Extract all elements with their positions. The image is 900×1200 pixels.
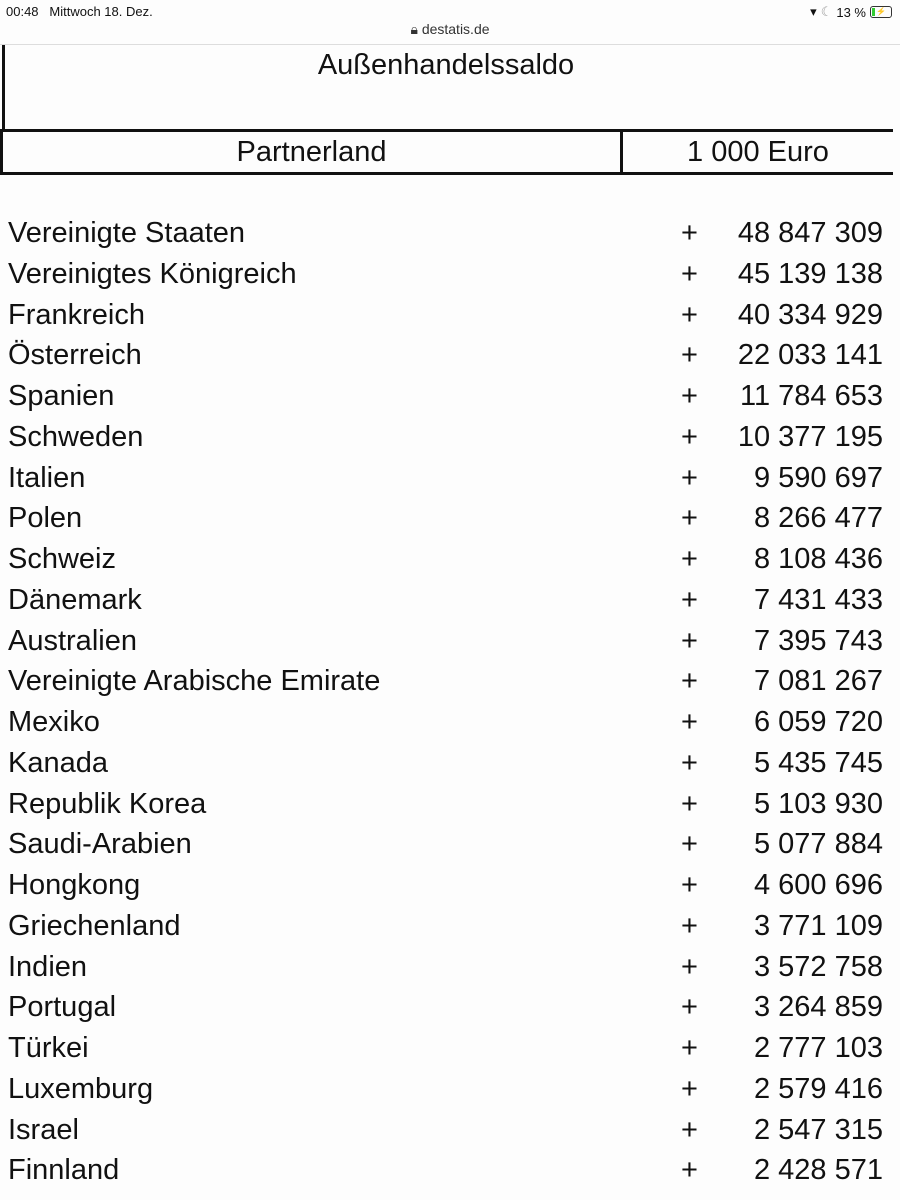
balance-value: 10 377 195 <box>737 420 883 453</box>
sign: + <box>681 624 698 657</box>
country-name: Luxemburg <box>8 1072 154 1105</box>
country-name: Schweiz <box>8 543 116 575</box>
sign: + <box>681 706 698 738</box>
balance-value: 45 139 138 <box>737 257 883 290</box>
table-row <box>0 743 900 784</box>
country-name: Australien <box>8 624 137 657</box>
sign: + <box>681 1032 698 1064</box>
balance-value: 8 108 436 <box>753 543 883 575</box>
sign: + <box>681 787 698 820</box>
sign: + <box>681 1154 698 1187</box>
country-name: Vereinigte Staaten <box>8 217 246 249</box>
column-header-value: 1 000 Euro <box>687 136 829 168</box>
country-name: Türkei <box>8 1032 89 1064</box>
sign: + <box>681 746 698 779</box>
status-bar <box>0 0 900 45</box>
balance-value: 7 431 433 <box>753 583 883 616</box>
sign: + <box>681 380 698 412</box>
balance-value: 8 266 477 <box>753 502 883 535</box>
balance-value: 6 059 720 <box>753 706 883 738</box>
moon-icon: ☾ <box>820 4 833 19</box>
balance-value: 2 428 571 <box>753 1154 883 1187</box>
table-row <box>0 539 900 580</box>
sign: + <box>681 1113 698 1146</box>
balance-value: 5 077 884 <box>753 828 883 861</box>
table-row <box>0 376 900 417</box>
country-name: Griechenland <box>8 909 181 942</box>
sign: + <box>681 909 698 942</box>
balance-value: 3 572 758 <box>753 950 883 983</box>
sign: + <box>681 420 698 453</box>
balance-value: 4 600 696 <box>753 869 883 901</box>
column-header-partnerland: Partnerland <box>3 132 623 172</box>
table-row <box>0 1069 900 1110</box>
sign: + <box>681 339 698 372</box>
sign: + <box>681 543 698 575</box>
sign: + <box>681 217 698 249</box>
lock-icon: 🔒︎ <box>410 21 418 37</box>
sign: + <box>681 665 698 698</box>
table-row <box>0 458 900 499</box>
sign: + <box>681 950 698 983</box>
table-row <box>0 947 900 988</box>
table-row <box>0 295 900 336</box>
country-name: Portugal <box>8 991 117 1024</box>
sign: + <box>681 869 698 901</box>
status-icons <box>810 4 892 20</box>
balance-value: 9 590 697 <box>753 461 883 494</box>
country-name: Italien <box>8 461 86 494</box>
table-row <box>0 1150 900 1191</box>
table-row <box>0 1110 900 1151</box>
table-row <box>0 1028 900 1069</box>
sign: + <box>681 298 698 331</box>
sign: + <box>681 991 698 1024</box>
country-name: Vereinigte Arabische Emirate <box>8 665 381 698</box>
country-name: Schweden <box>8 420 144 453</box>
table-row <box>0 865 900 906</box>
sign: + <box>681 257 698 290</box>
sign: + <box>681 828 698 861</box>
wifi-icon: ▾ <box>810 4 817 19</box>
table-row <box>0 621 900 662</box>
table-row <box>0 580 900 621</box>
balance-value: 2 777 103 <box>753 1032 883 1064</box>
country-name: Israel <box>8 1113 79 1146</box>
sign: + <box>681 461 698 494</box>
balance-value: 2 547 315 <box>753 1113 883 1146</box>
table-body <box>0 213 900 1191</box>
sign: + <box>681 502 698 535</box>
balance-value: 11 784 653 <box>740 380 883 412</box>
table-title: Außenhandelssaldo <box>317 49 575 81</box>
balance-value: 22 033 141 <box>737 339 883 372</box>
table-row <box>0 987 900 1028</box>
country-name: Indien <box>8 950 88 983</box>
balance-value: 7 395 743 <box>753 624 883 657</box>
balance-value: 5 103 930 <box>753 787 883 820</box>
sign: + <box>681 1072 698 1105</box>
table-row <box>0 661 900 702</box>
table-row <box>0 702 900 743</box>
country-name: Frankreich <box>8 298 145 331</box>
clock: 00:48 <box>6 4 39 19</box>
sign: + <box>681 583 698 616</box>
battery-percent: 13 % <box>836 4 866 20</box>
balance-value: 2 579 416 <box>753 1072 883 1105</box>
table-header <box>0 129 893 175</box>
table-row <box>0 213 900 254</box>
battery-icon: ⚡ <box>870 6 892 18</box>
balance-value: 3 264 859 <box>753 991 883 1024</box>
country-name: Republik Korea <box>8 787 207 820</box>
table-row <box>0 335 900 376</box>
table-row <box>0 784 900 825</box>
page-content <box>0 45 900 1200</box>
country-name: Saudi-Arabien <box>8 828 192 861</box>
table-row <box>0 254 900 295</box>
table-row <box>0 824 900 865</box>
url-text: destatis.de <box>421 21 490 37</box>
country-name: Hongkong <box>8 869 141 901</box>
balance-value: 40 334 929 <box>737 298 883 331</box>
country-name: Finnland <box>8 1154 120 1187</box>
country-name: Spanien <box>8 380 115 412</box>
balance-value: 3 771 109 <box>753 909 883 942</box>
table-row <box>0 417 900 458</box>
balance-value: 7 081 267 <box>753 665 883 698</box>
country-name: Mexiko <box>8 706 100 738</box>
country-name: Kanada <box>8 746 108 779</box>
table-row <box>0 906 900 947</box>
country-name: Vereinigtes Königreich <box>8 257 297 290</box>
country-name: Polen <box>8 502 83 535</box>
country-name: Dänemark <box>8 583 142 616</box>
balance-value: 48 847 309 <box>737 217 883 249</box>
address-bar[interactable] <box>0 21 900 38</box>
table-row <box>0 498 900 539</box>
status-time <box>6 4 153 19</box>
balance-value: 5 435 745 <box>753 746 883 779</box>
country-name: Österreich <box>8 339 142 372</box>
date: Mittwoch 18. Dez. <box>49 4 153 19</box>
